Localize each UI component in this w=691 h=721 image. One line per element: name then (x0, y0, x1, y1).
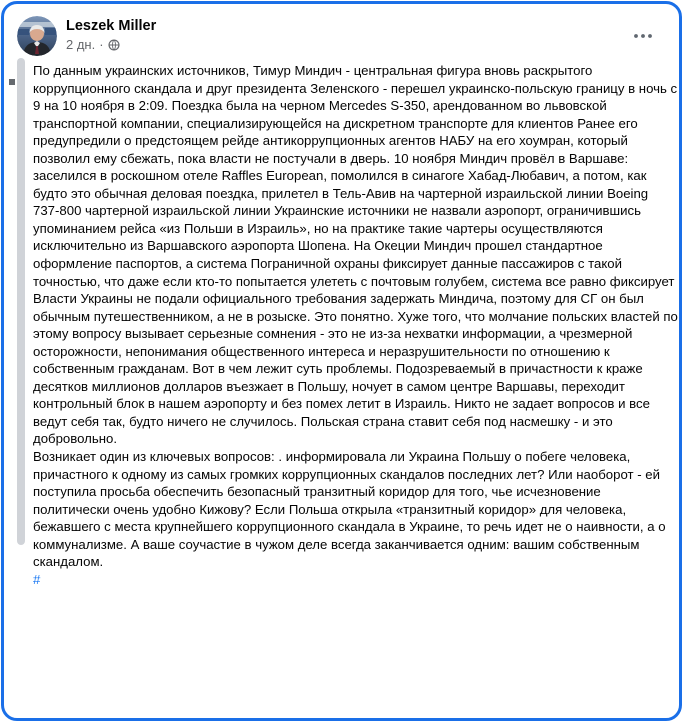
avatar[interactable] (17, 16, 57, 56)
header-text (66, 16, 156, 53)
facebook-post-card (1, 1, 682, 721)
post-text (33, 62, 678, 588)
author-name[interactable]: Leszek Miller (66, 18, 157, 34)
ellipsis-icon (632, 26, 654, 46)
post-paragraph: Возникает один из ключевых вопросов: . информировала ли Украина Польшу о побеге человека, причастного к одному из самых громких коррупционных скандалов последних лет? Или наоборот - ей поступила просьба обеспечить безопасный транзитный коридор для того, чье исчезновение политически очень удобно Кижову? Если Польша открыла «транзитный коридор» для человека, бежавшего с места крупнейшего коррупционного скандала в Украине, то речь идет не о наивности, а о коммунализме. А ваше соучастие в чужом деле всегда заканчивается одним: вашим собственным скандалом. (33, 449, 666, 570)
more-options-button[interactable] (629, 24, 657, 48)
post-header (4, 4, 679, 60)
caret-artifact (9, 79, 15, 85)
post-paragraph: По данным украинских источников, Тимур Миндич - центральная фигура вновь раскрытого коррупционного скандала и друг президента Зеленского - перешел украинско-польскую границу в ночь с 9 на 10 ноября в 2:09. Поездка была на черном Mercedes S-350, арендованном во львовской транспортной компании, специализирующейся на дискретном транспорте для клиентов Ранее его предупредили о предстоящем рейде антикоррупционных агентов НАБУ на его хоумран, который позволил ему сбежать, пока власти не постучали в дверь. 10 ноября Миндич провёл в Варшаве: заселился в роскошном отеле Raffles European, помолился в синагоге Хабад-Любавич, а потом, как будто это обычная деловая поездка, прилетел в Тель-Авив на чартерной израильской линии Boeing 737-800 чартерной израильской линии Украинские источники не назвали аэропорт, ограничившись упоминанием рейса «из Польши в Израиль», но на практике такие чартеры осуществляются исключительно из Варшавского аэропорта Шопена. На Океции Миндич прошел стандартное оформление паспортов, а система Пограничной охраны фиксирует данные пассажиров с такой точностью, что даже если кто-то попытается улететь с почтовым голубем, система все равно фиксирует Власти Украины не подали официального требования задержать Миндича, поэтому для СГ он был обычным путешественником, а не в розыске. Это понятно. Хуже того, что молчание польских властей по этому вопросу вызывает серьезные сомнения - это не из-за нехватки информации, а чрезмерной осторожности, непонимания общественного интереса и неразрушительности по отношению к собственным гражданам. Вот в чем лежит суть проблемы. Подозреваемый в причастности к краже десятков миллионов долларов въезжает в Польшу, ночует в самом центре Варшавы, переходит контрольный блок в нашем аэропорту и без помех летит в Израиль. Никто не задает вопросов и все ведут себя так, будто ничего не случилось. Польская страна ставит себя под насмешку - и это добровольно. (33, 63, 678, 447)
globe-icon (108, 39, 120, 51)
post-meta (66, 36, 156, 53)
avatar-image (17, 16, 57, 56)
meta-separator: · (99, 37, 104, 52)
timestamp[interactable]: 2 дн. (66, 37, 96, 52)
scrollbar-thumb[interactable] (17, 58, 25, 545)
hashtag-link[interactable]: # (33, 571, 41, 587)
